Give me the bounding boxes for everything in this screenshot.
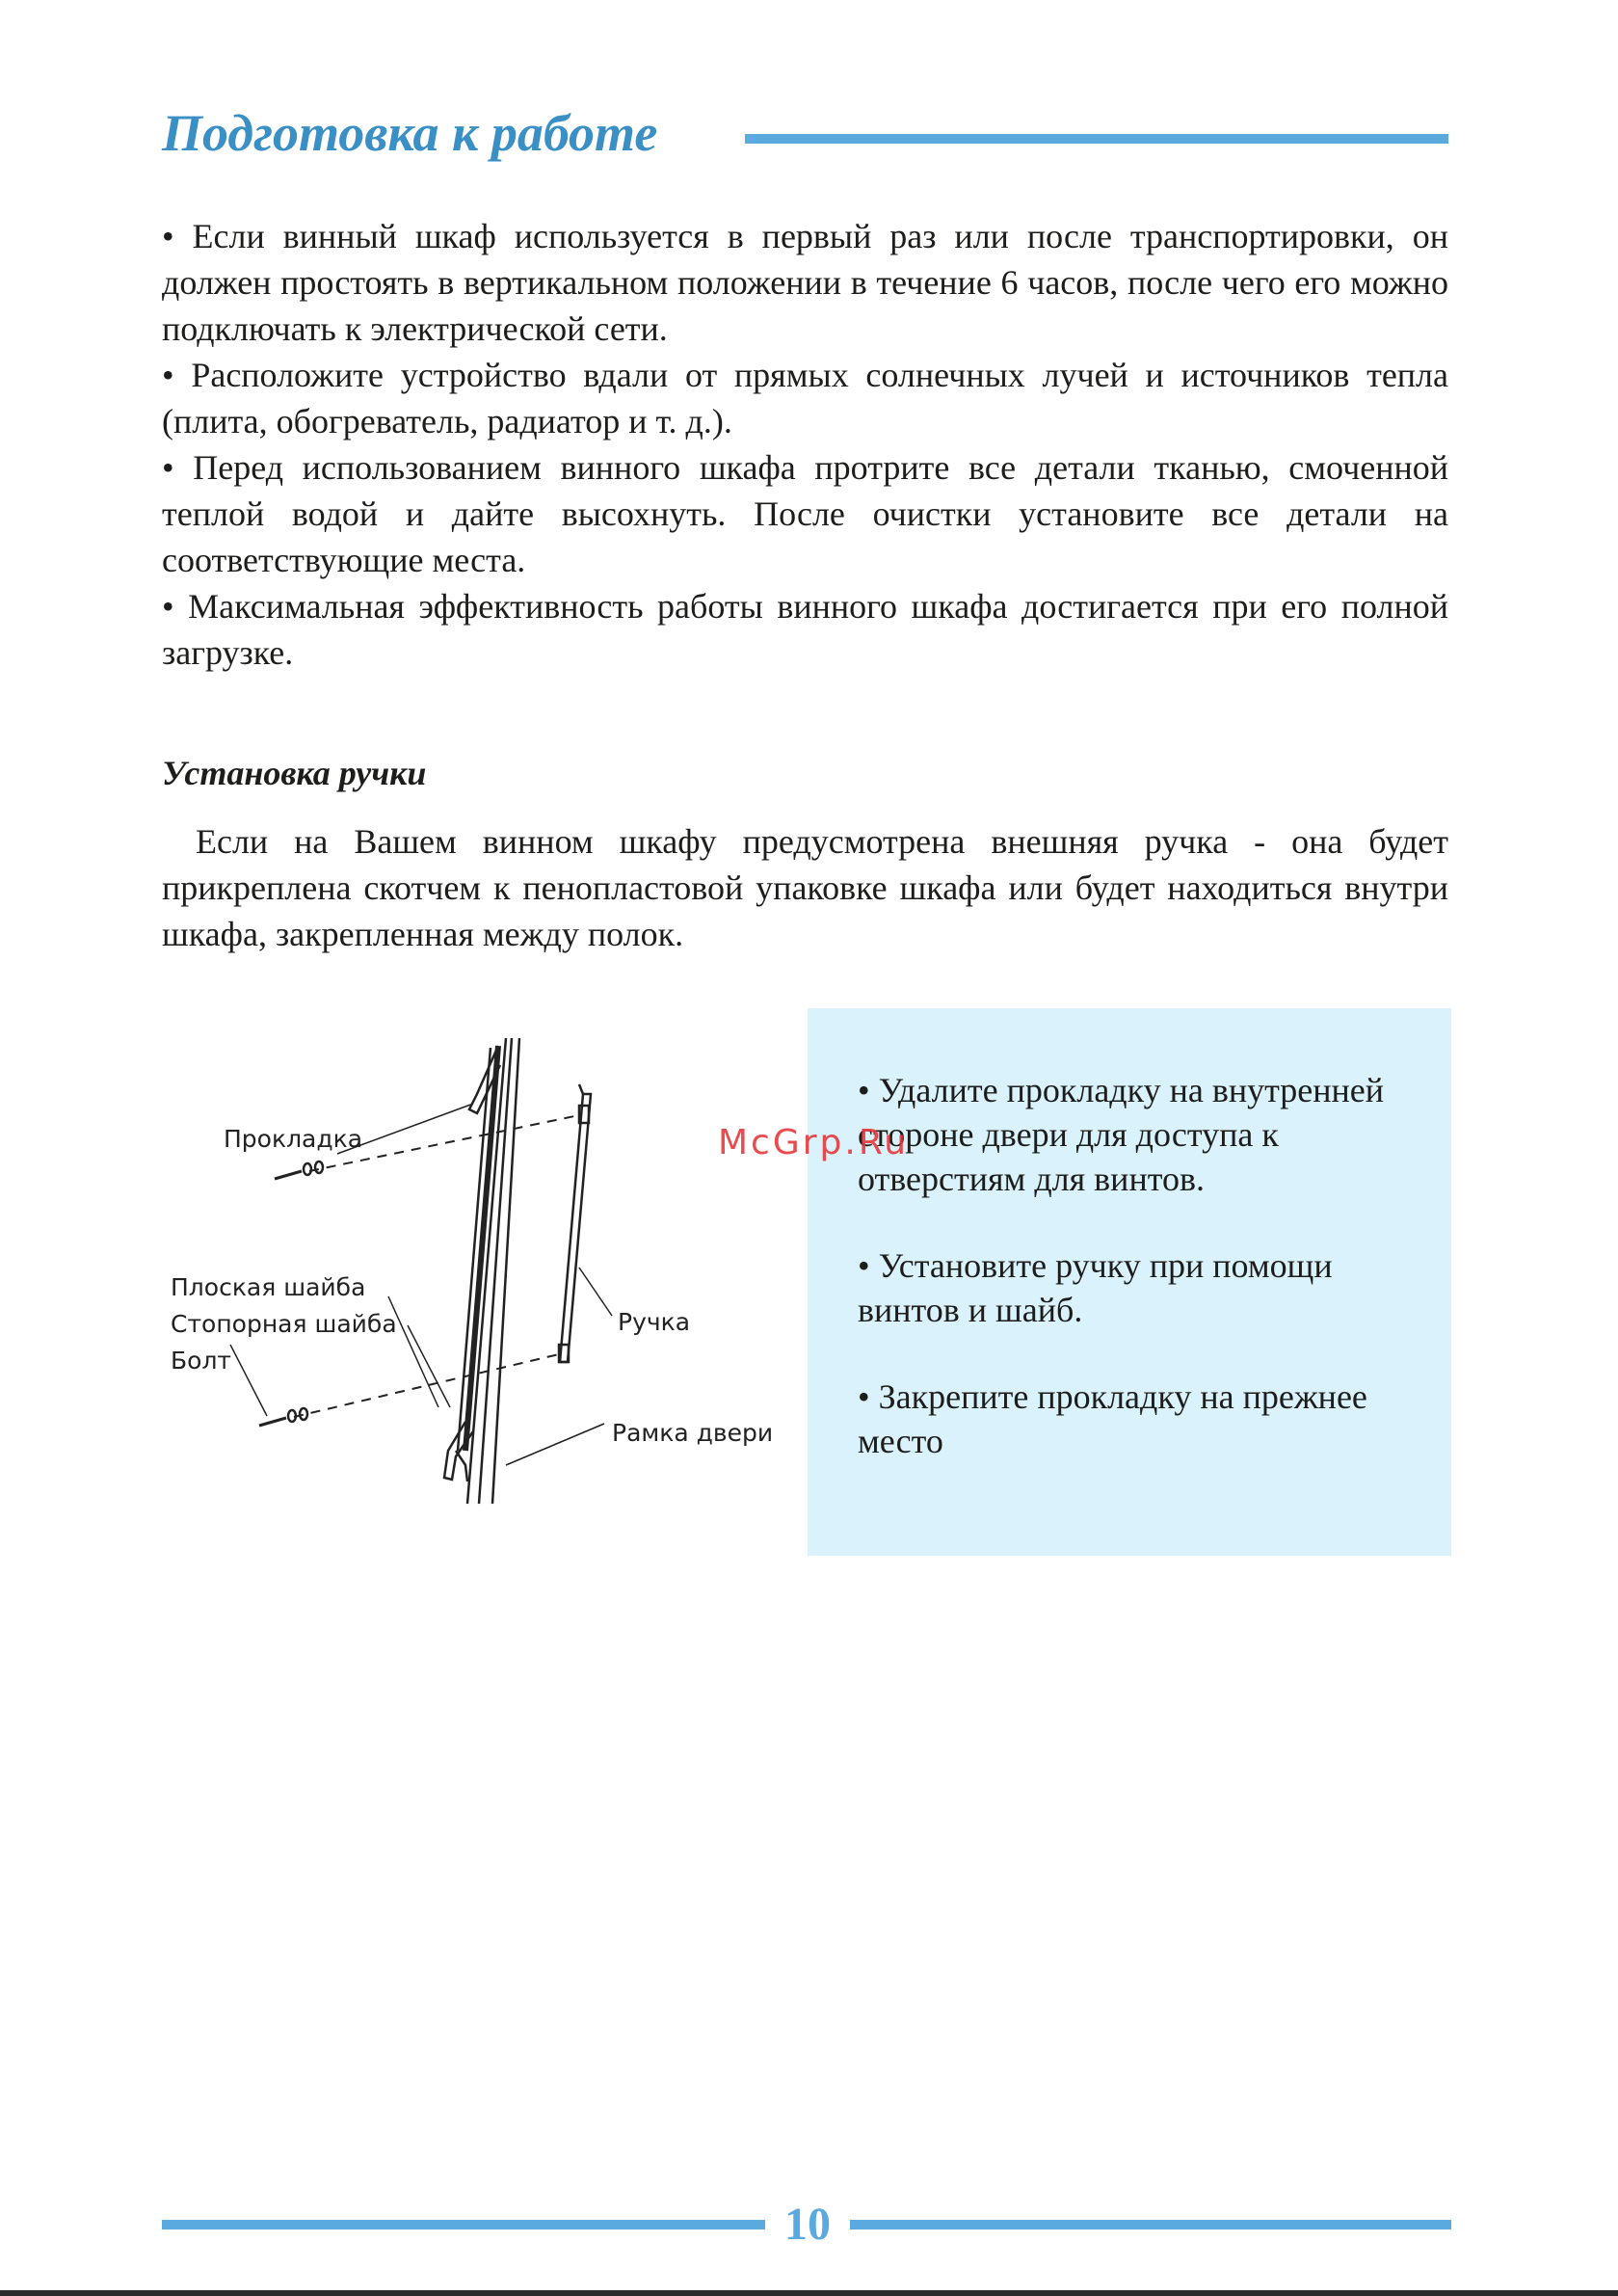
intro-bullet: • Перед использованием винного шкафа протрите все детали тканью, смоченной теплой водой и дайте высохнуть. После очистки установите все детали на соответствующие места. — [162, 448, 1448, 579]
handle-section-paragraph: Если на Вашем винном шкафу предусмотрена внешняя ручка - она будет прикреплена скотчем к пенопластовой упаковке шкафа или будет находиться внутри шкафа, закрепленная между полок. — [162, 822, 1448, 953]
intro-bullets — [162, 213, 1448, 676]
washer-top — [315, 1161, 323, 1173]
leader-lock-washer — [408, 1325, 450, 1407]
intro-bullet: • Максимальная эффективность работы винного шкафа достигается при его полной загрузке. — [162, 587, 1448, 672]
alignment-line-bottom — [294, 1354, 559, 1417]
instruction-item: • Закрепите прокладку на прежнее место — [858, 1377, 1367, 1460]
screw-top — [275, 1171, 302, 1179]
label-flat-washer: Плоская шайба — [171, 1273, 366, 1301]
washer-top — [304, 1163, 311, 1175]
leader-door-frame — [506, 1424, 604, 1465]
handle-bar — [560, 1094, 591, 1362]
washer-bottom — [300, 1408, 307, 1420]
title-rule — [745, 134, 1448, 144]
handle-installation-diagram — [159, 1027, 785, 1513]
handle-bar — [579, 1084, 583, 1094]
page-bottom-edge — [0, 2290, 1618, 2296]
instruction-item: • Удалите прокладку на внутренней стороне двери для доступа к отверстиям для винтов. — [858, 1071, 1385, 1198]
washer-bottom — [288, 1410, 296, 1422]
label-lock-washer: Стопорная шайба — [171, 1310, 397, 1338]
handle-section-heading: Установка ручки — [162, 754, 427, 792]
label-gasket: Прокладка — [224, 1125, 363, 1153]
watermark: McGrp.Ru — [718, 1123, 910, 1162]
page-title: Подготовка к работе — [162, 104, 658, 162]
intro-bullet: • Расположите устройство вдали от прямых солнечных лучей и источников тепла (плита, обогреватель, радиатор и т. д.). — [162, 356, 1448, 441]
leader-bolt — [230, 1345, 267, 1416]
leader-handle — [579, 1268, 612, 1316]
label-handle: Ручка — [618, 1308, 691, 1336]
label-door-frame: Рамка двери — [612, 1419, 774, 1447]
page-number: 10 — [784, 2199, 831, 2250]
screw-bottom — [259, 1418, 286, 1426]
instructions-box — [808, 1008, 1451, 1556]
gasket-peel-bottom — [456, 1451, 467, 1482]
footer-rule-right — [850, 2220, 1451, 2229]
label-bolt: Болт — [171, 1347, 231, 1375]
footer-rule-left — [162, 2220, 765, 2229]
intro-bullet: • Если винный шкаф используется в первый раз или после транспортировки, он должен простоять в вертикальном положении в течение 6 часов, после чего его можно подключать к электрической сети. — [162, 217, 1448, 348]
instruction-item: • Установите ручку при помощи винтов и шайб. — [858, 1246, 1333, 1329]
